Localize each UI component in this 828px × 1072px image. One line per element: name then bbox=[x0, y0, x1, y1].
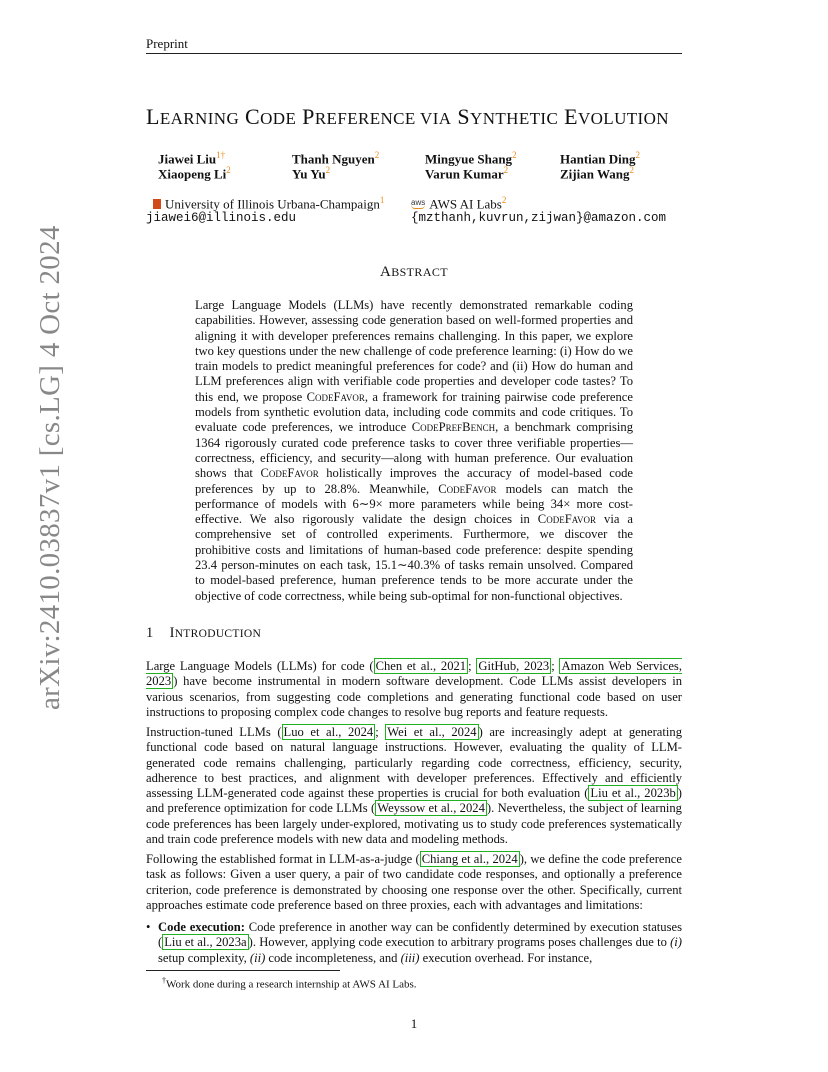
affiliation-uiuc: University of Illinois Urbana-Champaign$^1$ bbox=[153, 195, 384, 212]
author: Jiawei Liu$^{1\dagger}$ bbox=[158, 150, 226, 167]
bullet-dot-icon: • bbox=[146, 920, 151, 934]
aws-logo-icon: aws bbox=[411, 198, 426, 208]
citation-link[interactable]: Amazon Web Services, 2023 bbox=[146, 659, 682, 689]
citation-link[interactable]: GitHub, 2023 bbox=[478, 659, 550, 673]
affiliation-aws: aws AWS AI Labs$^2$ bbox=[411, 195, 507, 212]
email-uiuc: jiawei6@illinois.edu bbox=[146, 211, 297, 225]
author: Mingyue Shang$^2$ bbox=[425, 150, 517, 167]
author: Xiaopeng Li$^2$ bbox=[158, 165, 231, 182]
footnote: †Work done during a research internship at AWS AI Labs. bbox=[162, 976, 417, 991]
author: Zijian Wang$^2$ bbox=[560, 165, 634, 182]
citation-link[interactable]: Liu et al., 2023a bbox=[164, 935, 247, 950]
citation-link[interactable]: Chen et al., 2021 bbox=[375, 659, 467, 673]
author: Hantian Ding$^2$ bbox=[560, 150, 640, 167]
paragraph: Instruction-tuned LLMs ( Luo et al., 2024 ; Wei et al., 2024 ) are increasingly adept at generating functional code based on natural language instructions. However, evaluating the quality of LLM-generated code remains challenging, particularly regarding code correctness, efficiency, security, adherence to best practices, and alignment with developer preferences. Effectively and efficiently assessing LLM-generated code against these properties is crucial for both evaluation ( Liu et al., 2023b ) and preference optimization for code LLMs ( Weyssow et al., 2024 ). Nevertheless, the subject of learning code preferences has been largely under-explored, motivating us to study code preferences systematically and train code preference models with new data and modeling methods. bbox=[146, 725, 682, 847]
paragraph: Large Language Models (LLMs) for code ( Chen et al., 2021 ; GitHub, 2023 ; Amazon Web Services, 2023 ) have become instrumental in modern software development. Code LLMs assist developers in various scenarios, from suggesting code completions and generating functional code based on user instructions to proposing complex code changes to resolve bug reports and feature requests. bbox=[146, 659, 682, 719]
abstract-text: Large Language Models (LLMs) have recently demonstrated remarkable coding capabilities. However, assessing code generation based on well-formed properties and aligning it with developer preferences remains challenging. In this paper, we explore two key questions under the new challenge of code preference learning: (i) How do we train models to predict meaningful preferences for code? and (ii) How do human and LLM preferences align with verifiable code properties and developer code tastes? To this end, we propose CodeFavor, a framework for training pairwise code preference models from synthetic evolution data, including code commits and code critiques. To evaluate code preferences, we introduce CodePrefBench, a benchmark comprising 1364 rigorously curated code preference tasks to cover three verifiable properties—correctness, efficiency, and security—along with human preference. Our evaluation shows that CodeFavor holistically improves the accuracy of model-based code preferences by up to 28.8%. Meanwhile, CodeFavor models can match the performance of models with 6∼9× more parameters while being 34× more cost-effective. We also rigorously validate the design choices in CodeFavor via a comprehensive set of controlled experiments. Furthermore, we discover the prohibitive costs and limitations of human-based code preference: despite spending 23.4 person-minutes on each task, 15.1∼40.3% of tasks remain unsolved. Compared to model-based preference, human preference tends to be more accurate under the objective of code correctness, while being sub-optimal for non-functional objectives. bbox=[195, 298, 634, 603]
illinois-logo-icon bbox=[153, 199, 161, 209]
author: Varun Kumar$^2$ bbox=[425, 165, 509, 182]
section-heading: 1 INTRODUCTION bbox=[146, 625, 262, 641]
bullet-item: • Code execution: Code preference in another way can be confidently determined by execution statuses ( Liu et al., 2023a ). However, applying code execution to arbitrary programs poses challenges due to (i) setup complexity, (ii) code incompleteness, and (iii) execution overhead. For instance, bbox=[146, 920, 682, 965]
citation-link[interactable]: Wei et al., 2024 bbox=[387, 725, 477, 739]
citation-link[interactable]: Liu et al., 2023b bbox=[590, 786, 676, 801]
paragraph: Following the established format in LLM-as-a-judge ( Chiang et al., 2024 ), we define the code preference task as follows: Given a user query, a pair of two candidate code responses, and optionally a preference criterion, code preference is demonstrated by choosing one response over the other. Specifically, current approaches estimate code preference based on three proxies, each with advantages and limitations: bbox=[146, 852, 682, 912]
paper-title: LEARNING CODE PREFERENCE VIA SYNTHETIC EVOLUTION bbox=[146, 104, 669, 129]
header-rule bbox=[146, 53, 682, 54]
citation-link[interactable]: Weyssow et al., 2024 bbox=[377, 801, 485, 816]
running-header: Preprint bbox=[146, 36, 188, 51]
abstract-heading: ABSTRACT bbox=[379, 264, 449, 280]
email-aws: {mzthanh,kuvrun,zijwan}@amazon.com bbox=[411, 211, 667, 225]
footnote-rule bbox=[146, 970, 340, 971]
author: Yu Yu$^2$ bbox=[292, 165, 331, 182]
arxiv-identifier: arXiv:2410.03837v1 [cs.LG] 4 Oct 2024 bbox=[34, 225, 66, 710]
author: Thanh Nguyen$^2$ bbox=[292, 150, 380, 167]
citation-link[interactable]: Chiang et al., 2024 bbox=[421, 852, 518, 866]
citation-link[interactable]: Luo et al., 2024 bbox=[283, 725, 374, 739]
page-number: 1 bbox=[410, 1016, 418, 1031]
